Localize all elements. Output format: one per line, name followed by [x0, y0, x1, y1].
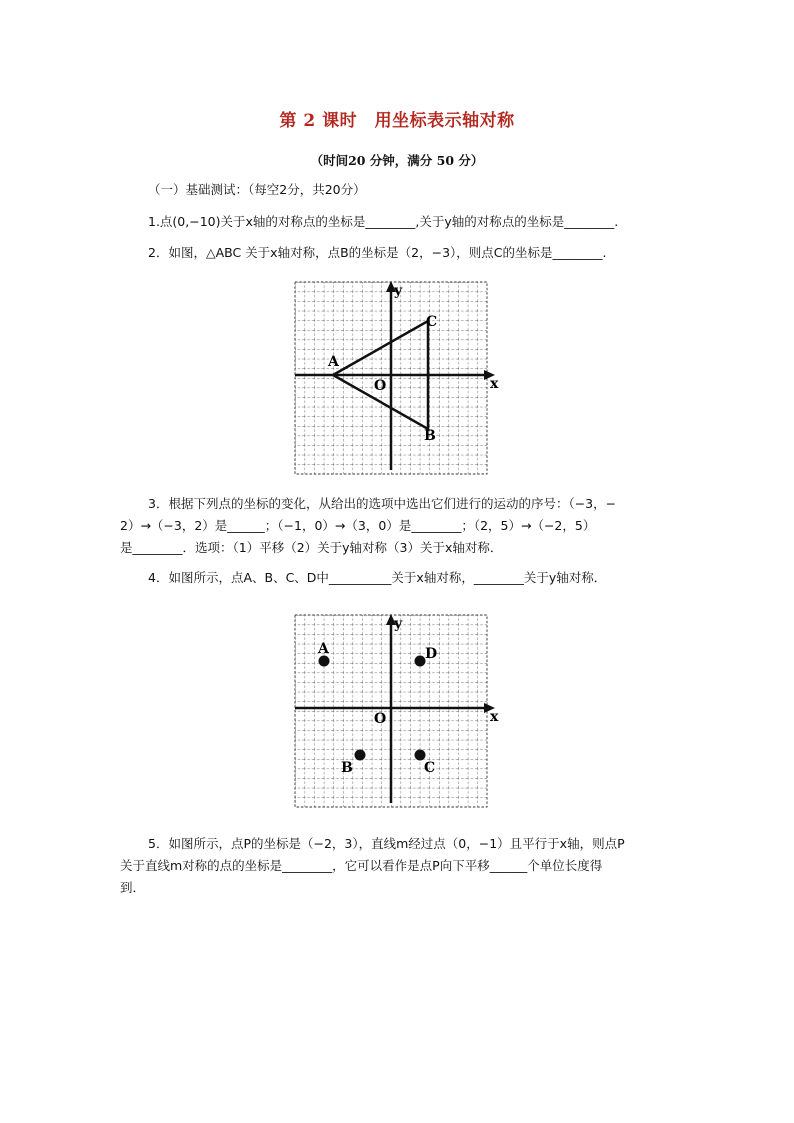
figure-1-coordinate-grid — [290, 278, 502, 478]
question-5-line-3: 到． — [120, 880, 146, 895]
x-axis-label: x — [490, 709, 499, 725]
question-5-line-1: 5．如图所示，点P的坐标是（−2，3），直线m经过点（0，−1）且平行于x轴，则点P — [148, 836, 625, 851]
point-d-label: D — [425, 646, 438, 662]
point-a-dot — [319, 656, 330, 667]
y-axis-label: y — [394, 616, 403, 632]
question-2: 2．如图，△ABC 关于x轴对称，点B的坐标是（2，−3），则点C的坐标是________. — [148, 245, 607, 260]
point-b-label: B — [341, 760, 353, 776]
point-c-label: C — [426, 314, 438, 330]
lesson-subtitle: （时间20 分钟，满分 50 分） — [310, 153, 484, 168]
question-3-line-3: 是________．选项：（1）平移（2）关于y轴对称（3）关于x轴对称． — [120, 540, 503, 555]
point-b-label: B — [424, 428, 436, 444]
section-heading: （一）基础测试：（每空2分，共20分） — [148, 182, 366, 197]
question-4: 4．如图所示，点A、B、C、D中__________关于x轴对称，________关于y轴对称． — [148, 570, 607, 585]
question-1: 1.点(0,−10)关于x轴的对称点的坐标是________,关于y轴的对称点的坐标是________. — [148, 214, 619, 229]
point-a-label: A — [328, 354, 339, 370]
point-c-dot — [415, 750, 426, 761]
point-a-label: A — [318, 641, 329, 657]
origin-label: O — [374, 378, 387, 394]
point-b-dot — [355, 750, 366, 761]
x-axis-label: x — [490, 376, 499, 392]
figure-2-coordinate-grid — [290, 611, 502, 811]
question-3-line-2: 2）→（−3，2）是______；（−1，0）→（3，0）是________；（2，5）→（−2，5） — [120, 518, 596, 533]
point-d-dot — [415, 656, 426, 667]
point-c-label: C — [424, 760, 436, 776]
question-5-line-2: 关于直线m对称的点的坐标是________，它可以看作是点P向下平移______个单位长度得 — [120, 858, 603, 873]
origin-label: O — [374, 711, 387, 727]
y-axis-label: y — [394, 283, 403, 299]
lesson-title: 第 2 课时 用坐标表示轴对称 — [279, 111, 515, 131]
question-3-line-1: 3．根据下列点的坐标的变化，从给出的选项中选出它们进行的运动的序号：（−3，− — [148, 496, 617, 511]
